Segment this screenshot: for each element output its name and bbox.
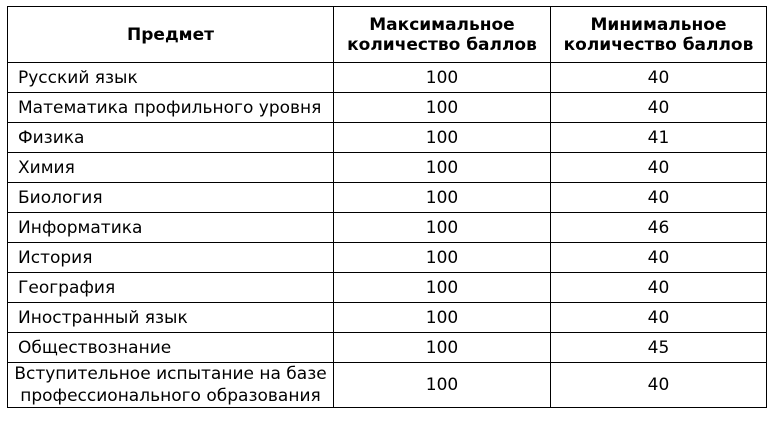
min-score-cell: 40 bbox=[551, 93, 767, 123]
header-min-score: Минимальное количество баллов bbox=[551, 7, 767, 63]
table-row bbox=[8, 213, 767, 243]
subject-cell bbox=[8, 363, 334, 408]
max-score-cell: 100 bbox=[334, 153, 551, 183]
max-score-cell: 100 bbox=[334, 243, 551, 273]
min-score-cell: 41 bbox=[551, 123, 767, 153]
min-score-cell: 46 bbox=[551, 213, 767, 243]
table-row bbox=[8, 183, 767, 213]
max-score-cell: 100 bbox=[334, 183, 551, 213]
subject-cell: Биология bbox=[8, 183, 334, 213]
table-row bbox=[8, 93, 767, 123]
min-score-cell: 40 bbox=[551, 243, 767, 273]
max-score-cell: 100 bbox=[334, 63, 551, 93]
header-row bbox=[8, 7, 767, 63]
subject-cell: Иностранный язык bbox=[8, 303, 334, 333]
min-score-cell: 40 bbox=[551, 153, 767, 183]
scores-table bbox=[7, 6, 767, 408]
min-score-cell: 45 bbox=[551, 333, 767, 363]
table-row bbox=[8, 333, 767, 363]
subject-cell: Математика профильного уровня bbox=[8, 93, 334, 123]
max-score-cell: 100 bbox=[334, 303, 551, 333]
table-row bbox=[8, 123, 767, 153]
max-score-cell: 100 bbox=[334, 333, 551, 363]
subject-cell: Физика bbox=[8, 123, 334, 153]
max-score-cell: 100 bbox=[334, 93, 551, 123]
max-score-cell: 100 bbox=[334, 363, 551, 408]
subject-cell: Обществознание bbox=[8, 333, 334, 363]
subject-cell: Русский язык bbox=[8, 63, 334, 93]
max-score-cell: 100 bbox=[334, 213, 551, 243]
table-row bbox=[8, 243, 767, 273]
table-row bbox=[8, 63, 767, 93]
table-row bbox=[8, 303, 767, 333]
min-score-cell: 40 bbox=[551, 63, 767, 93]
table-row bbox=[8, 363, 767, 408]
min-score-cell: 40 bbox=[551, 273, 767, 303]
min-score-cell: 40 bbox=[551, 303, 767, 333]
table-row bbox=[8, 153, 767, 183]
subject-cell: География bbox=[8, 273, 334, 303]
min-score-cell: 40 bbox=[551, 183, 767, 213]
table-row bbox=[8, 273, 767, 303]
header-max-score: Максимальное количество баллов bbox=[334, 7, 551, 63]
subject-cell: Химия bbox=[8, 153, 334, 183]
subject-cell: Информатика bbox=[8, 213, 334, 243]
header-subject: Предмет bbox=[8, 7, 334, 63]
max-score-cell: 100 bbox=[334, 273, 551, 303]
subject-cell-text: Вступительное испытание на базе профессионального образования bbox=[14, 364, 327, 406]
subject-cell: История bbox=[8, 243, 334, 273]
min-score-cell: 40 bbox=[551, 363, 767, 408]
max-score-cell: 100 bbox=[334, 123, 551, 153]
